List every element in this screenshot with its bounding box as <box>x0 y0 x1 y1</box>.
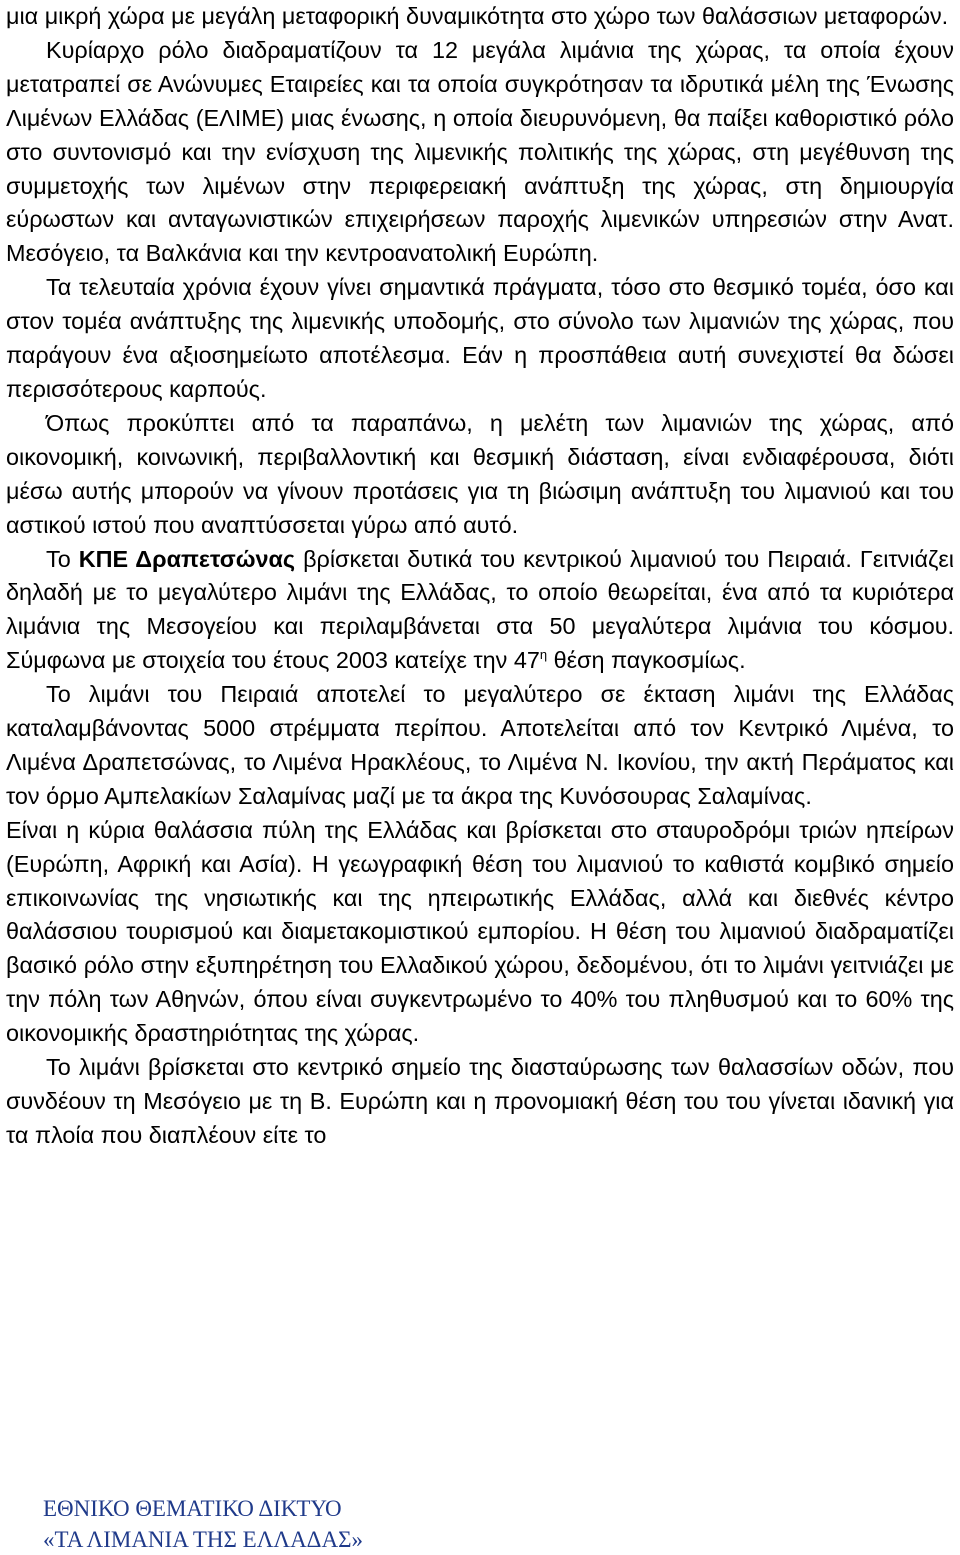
paragraph-elime: Κυρίαρχο ρόλο διαδραματίζουν τα 12 μεγάλα λιμάνια της χώρας, τα οποία έχουν μετατραπεί σε Ανώνυμες Εταιρείες και τα οποία συγκρότησαν τα ιδρυτικά μέλη της Ένωσης Λιμένων Ελλάδας (ΕΛΙΜΕ) μιας ένωσης, η οποία διευρυνόμενη, θα παίξει καθοριστικό ρόλο στο συντονισμό και την ενίσχυση της λιμενικής πολιτικής της χώρας, στη μεγέθυνση της συμμετοχής των λιμένων στην περιφερειακή ανάπτυξη της χώρας, στη δημιουργία εύρωστων και ανταγωνιστικών επιχειρήσεων παροχής λιμενικών υπηρεσιών στην Ανατ. Μεσόγειο, τα Βαλκάνια και την κεντροανατολική Ευρώπη. <box>6 36 954 267</box>
page-footer <box>43 1493 363 1555</box>
paragraph-continuation: μια μικρή χώρα με μεγάλη μεταφορική δυναμικότητα στο χώρο των θαλάσσιων μεταφορών. <box>6 3 949 29</box>
footer-network-title: ΕΘΝΙΚΟ ΘΕΜΑΤΙΚΟ ΔΙΚΤΥΟ <box>43 1496 342 1521</box>
paragraph-recent-years: Τα τελευταία χρόνια έχουν γίνει σημαντικά πράγματα, τόσο στο θεσμικό τομέα, όσο και στον τομέα ανάπτυξης της λιμενικής υποδομής, στο σύνολο των λιμανιών της χώρας, που παράγουν ένα αξιοσημείωτο αποτέλεσμα. Εάν η προσπάθεια αυτή συνεχιστεί θα δώσει περισσότερους καρπούς. <box>6 274 954 402</box>
kpe-lead-text: Το <box>46 545 79 572</box>
ordinal-superscript: η <box>539 647 548 663</box>
footer-network-subtitle: «ΤΑ ΛΙΜΑΝΙΑ ΤΗΣ ΕΛΛΑΔΑΣ» <box>43 1527 363 1552</box>
paragraph-piraeus-area: Το λιμάνι του Πειραιά αποτελεί το μεγαλύτερο σε έκταση λιμάνι της Ελλάδας καταλαμβάνοντας 5000 στρέμματα περίπου. Αποτελείται από τον Κεντρικό Λιμένα, το Λιμένα Δραπετσώνας, το Λιμένα Ηρακλέους, το Λιμένα Ν. Ικονίου, την ακτή Περάματος και τον όρμο Αμπελακίων Σαλαμίνας μαζί με τα άκρα της Κυνόσουρας Σαλαμίνας. <box>6 681 954 809</box>
kpe-tail-text: θέση παγκοσμίως. <box>547 647 746 674</box>
paragraph-gateway: Είναι η κύρια θαλάσσια πύλη της Ελλάδας και βρίσκεται στο σταυροδρόμι τριών ηπείρων (Ευρώπη, Αφρική και Ασία). Η γεωγραφική θέση του λιμανιού το καθιστά κομβικό σημείο επικοινωνίας της νησιωτικής και της ηπειρωτικής Ελλάδας, αλλά και διεθνές κέντρο θαλάσσιου τουρισμού και διαμετακομιστικού εμπορίου. Η θέση του λιμανιού διαδραματίζει βασικό ρόλο στην εξυπηρέτηση του Ελλαδικού χώρου, δεδομένου, ότι το λιμάνι γειτνιάζει με την πόλη των Αθηνών, όπου είναι συγκεντρωμένο το 40% του πληθυσμού και το 60% της οικονομικής δραστηριότητας της χώρας. <box>6 816 954 1047</box>
kpe-body-text: βρίσκεται δυτικά του κεντρικού λιμανιού του Πειραιά. Γειτνιάζει δηλαδή με το μεγαλύτερο λιμάνι της Ελλάδας, το οποίο θεωρείται, ένα από τα κυριότερα λιμάνια της Μεσογείου και περιλαμβάνεται στα 50 μεγαλύτερα λιμάνια του κόσμου. Σύμφωνα με στοιχεία του έτους 2003 κατείχε την 47 <box>6 545 954 674</box>
paragraph-kpe-drapetsona <box>6 543 954 679</box>
paragraph-crossroads: Το λιμάνι βρίσκεται στο κεντρικό σημείο της διασταύρωσης των θαλασσίων οδών, που συνδέουν τη Μεσόγειο με τη Β. Ευρώπη και η προνομιακή θέση του του γίνεται ιδανική για τα πλοία που διαπλέουν είτε το <box>6 1054 954 1148</box>
kpe-name: ΚΠΕ Δραπετσώνας <box>78 545 296 572</box>
paragraph-study-importance: Όπως προκύπτει από τα παραπάνω, η μελέτη των λιμανιών της χώρας, από οικονομική, κοινωνική, περιβαλλοντική και θεσμική διάσταση, είναι ενδιαφέρουσα, διότι μέσω αυτής μπορούν να γίνουν προτάσεις για τη βιώσιμη ανάπτυξη του λιμανιού και του αστικού ιστού που αναπτύσσεται γύρω από αυτό. <box>6 409 954 538</box>
document-body <box>6 0 954 1153</box>
